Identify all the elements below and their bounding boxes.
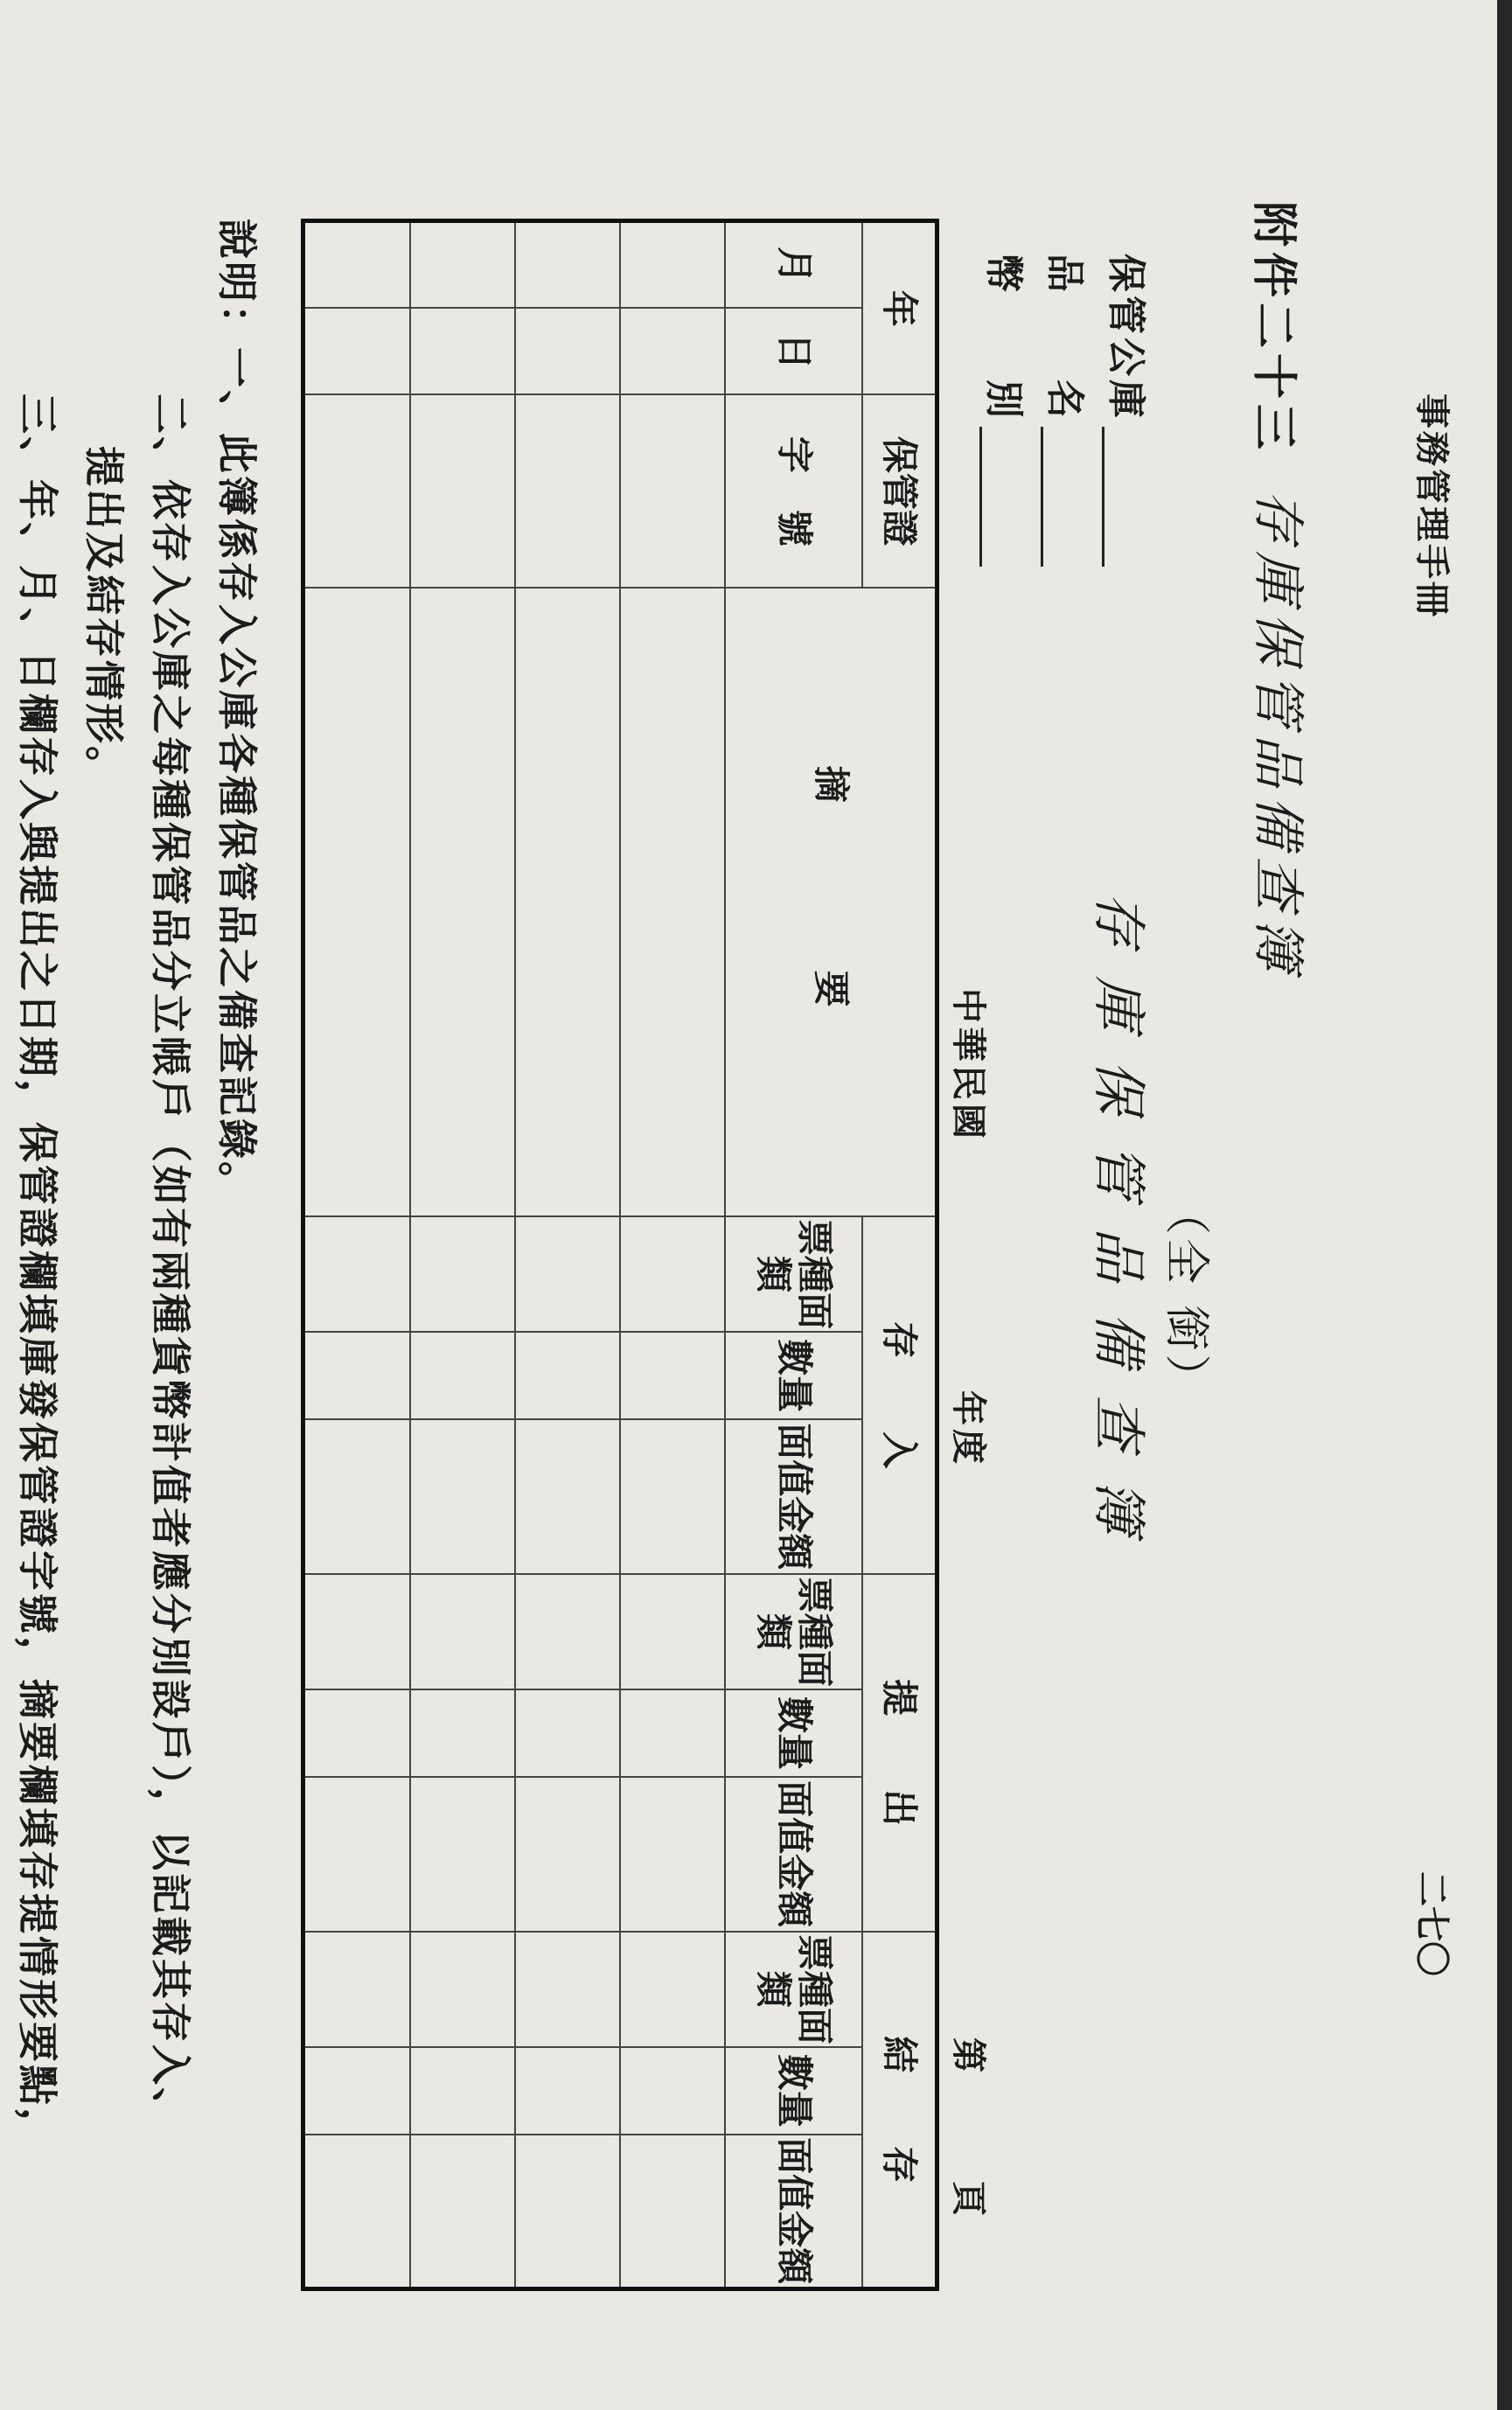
ledger-cell [620,2047,725,2134]
roc-label: 中華民國 [948,988,989,1142]
ledger-cell [515,1574,620,1690]
ledger-cell [620,394,725,588]
header-deposit-ticket-type: 票種面類 [725,1216,862,1333]
header-deposit-quantity: 數量 [725,1332,862,1418]
header-day: 日 [725,308,862,394]
ledger-cell [410,2047,515,2134]
ledger-cell [620,588,725,1215]
ledger-cell [620,1932,725,2048]
ledger-cell [515,1419,620,1574]
ledger-cell [515,1689,620,1776]
full-title-note: （全 銜） [1160,1189,1212,1404]
page-label-prefix: 第 [948,2037,989,2076]
header-balance: 結 存 [862,1932,937,2289]
note-line: 三、年、月、日欄存入與提出之日期，保管證欄填庫發保管證字號，摘要欄填存提情形要點， [14,394,61,2150]
ledger-cell [515,588,620,1215]
attachment-title: 存庫保管品備查簿 [1247,490,1308,979]
ledger-cell [620,1332,725,1418]
ledger-row [303,221,410,2289]
ledger-cell [620,1574,725,1690]
header-deposit-face-value: 面值金額 [725,1419,862,1574]
note-line: 提出及結存情形。 [80,446,128,789]
ledger-cell [410,1216,515,1333]
note-line: 說明：一、此簿係存入公庫各種保管品之備查記錄。 [213,219,261,1204]
item-name-field [1041,254,1097,567]
ledger-cell [410,2135,515,2289]
attachment-label: 附件二十三 [1247,201,1300,456]
ledger-cell [620,2135,725,2289]
header-withdrawal-ticket-type: 票種面類 [725,1574,862,1690]
ledger-cell [303,221,410,308]
currency-label: 幣 別 [981,254,1026,421]
ledger-cell [515,221,620,308]
ledger-cell [620,308,725,394]
ledger-row [410,221,515,2289]
ledger-cell [303,1419,410,1574]
currency-field [979,254,1035,567]
ledger-row [515,221,620,2289]
ledger-cell [303,1777,410,1932]
ledger-cell [410,394,515,588]
custodian-vault-label: 保管公庫 [1104,254,1148,421]
ledger-cell [410,1419,515,1574]
ledger-cell [620,1777,725,1932]
fiscal-year-label: 年度 [948,1390,989,1467]
ledger-cell [620,1419,725,1574]
header-withdrawal-face-value: 面值金額 [725,1777,862,1932]
ledger-cell [620,1689,725,1776]
custodian-vault-field [1102,254,1158,567]
ledger-cell [515,1216,620,1333]
ledger-cell [303,1216,410,1333]
ledger-cell [410,1332,515,1418]
ledger-cell [410,308,515,394]
header-char-number: 字 號 [725,394,862,588]
ledger-table [301,219,939,2291]
ledger-cell [515,394,620,588]
header-certificate: 保管證 [862,394,937,588]
explanation-notes [0,219,270,2150]
ledger-cell [410,1932,515,2048]
ledger-cell [515,1777,620,1932]
ledger-cell [303,1574,410,1690]
item-name-blank [1041,427,1078,567]
ledger-cell [515,308,620,394]
page-label-suffix: 頁 [948,2181,989,2219]
form-title: 存庫保管品備查簿 [1087,892,1151,1564]
header-month: 月 [725,221,862,308]
ledger-cell [515,2047,620,2134]
ledger-cell [410,1777,515,1932]
ledger-cell [303,2047,410,2134]
ledger-cell [410,1689,515,1776]
ledger-cell [515,1332,620,1418]
ledger-row [620,221,725,2289]
ledger-cell [515,1932,620,2048]
ledger-cell [303,1689,410,1776]
header-balance-ticket-type: 票種面類 [725,1932,862,2048]
ledger-body [303,221,726,2289]
note-line: 二、依存入公庫之每種保管品分立帳戶（如有兩種貨幣計值者應分別設戶），以記載其存入、 [147,394,194,2130]
page-number: 二七〇 [1411,1871,1453,1976]
header-year: 年 [862,221,937,395]
ledger-cell [410,588,515,1215]
book-header-title: 事務管理手冊 [1411,394,1453,619]
currency-blank [979,427,1017,567]
ledger-cell [303,588,410,1215]
ledger-cell [303,2135,410,2289]
header-balance-quantity: 數量 [725,2047,862,2134]
header-withdrawal: 提 出 [862,1574,937,1932]
ledger-cell [410,1574,515,1690]
header-withdrawal-quantity: 數量 [725,1689,862,1776]
ledger-cell [303,394,410,588]
ledger-cell [515,2135,620,2289]
item-name-label: 品 名 [1042,254,1087,421]
ledger-cell [303,308,410,394]
header-summary: 摘 要 [725,588,937,1215]
ledger-cell [410,221,515,308]
page-label [946,2037,996,2219]
header-deposit: 存 入 [862,1216,937,1574]
ledger-cell [620,221,725,308]
ledger-cell [303,1332,410,1418]
ledger-cell [620,1216,725,1333]
custodian-vault-blank [1102,427,1139,567]
header-balance-face-value: 面值金額 [725,2135,862,2289]
ledger-cell [303,1932,410,2048]
